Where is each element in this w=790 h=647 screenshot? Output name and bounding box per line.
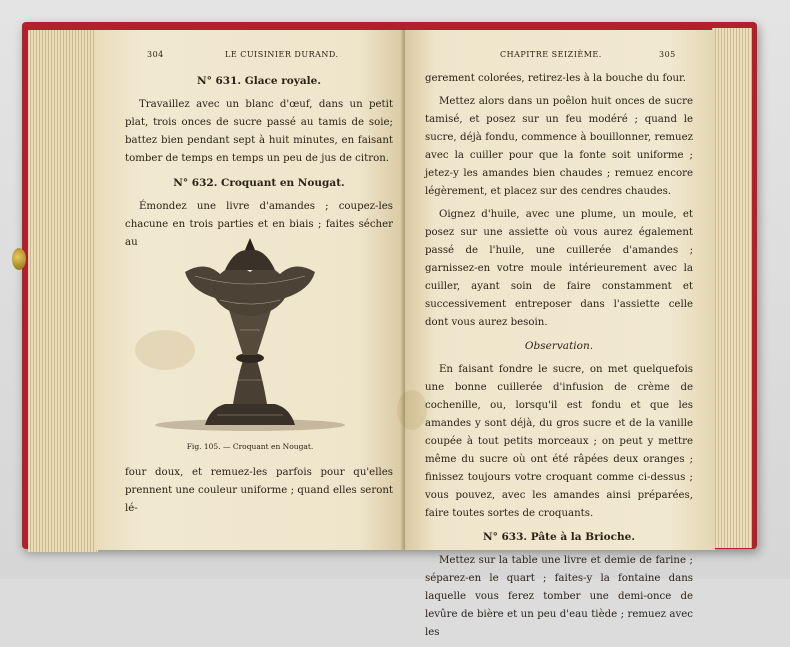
right-text-block xyxy=(425,70,693,647)
right-para-1: gerement colorées, retirez-les à la bouche du four. xyxy=(425,73,687,84)
right-running-head: CHAPITRE SEIZIÈME. xyxy=(500,50,602,59)
recipe-631-text: Travaillez avec un blanc d'œuf, dans un petit plat, trois onces de sucre passé au tamis de soie; battez bien pendant sept à huit minutes, en faisant tomber de temps en temps un peu de jus de citron. xyxy=(125,99,393,164)
left-running-head: LE CUISINIER DURAND. xyxy=(225,50,339,59)
recipe-633-text: Mettez sur la table une livre et demie de farine ; séparez-en le quart ; faites-y la fontaine dans laquelle vous ferez tomber une demi-once de levûre de bière et un peu d'eau tiède ; remuez avec les xyxy=(425,555,693,638)
recipe-632-text: Émondez une livre d'amandes ; coupez-les chacune en trois parties et en biais ; faites sécher au xyxy=(125,201,393,248)
observation-title: Observation. xyxy=(524,340,594,352)
left-page xyxy=(95,30,405,550)
paper-stain xyxy=(397,390,427,430)
left-text-block xyxy=(125,70,393,257)
page-edges-left xyxy=(28,30,98,552)
right-page xyxy=(405,30,715,638)
left-continuation-block xyxy=(125,464,393,523)
book-clasp xyxy=(12,248,26,270)
paper-stain xyxy=(135,330,195,370)
left-continuation-text: four doux, et remuez-les parfois pour qu'elles prennent une couleur uniforme ; quand elles seront lé- xyxy=(125,467,393,514)
recipe-631-title: N° 631. Glace royale. xyxy=(197,75,321,87)
figure-caption: Fig. 105. — Croquant en Nougat. xyxy=(186,442,314,451)
right-page-number: 305 xyxy=(659,50,676,59)
observation-text: En faisant fondre le sucre, on met quelquefois une bonne cuillerée d'infusion de crème de cochenille, ou, lorsqu'il est fondu et que les amandes y sont déjà, du gros sucre et de la vanille coupée à tout petits morceaux ; on peut y mettre même du sucre où ont été râpées deux oranges ; finissez toujours votre croquant comme ci-dessus ; vous pouvez, avec les amandes ainsi préparées, faire toutes sortes de croquants. xyxy=(425,364,693,519)
recipe-633-title: N° 633. Pâte à la Brioche. xyxy=(482,531,635,543)
page-edges-right xyxy=(712,28,752,548)
left-page-number: 304 xyxy=(147,50,164,59)
right-para-3: Oignez d'huile, avec une plume, un moule, et posez sur une assiette où vous aurez également passé de l'huile, une cuillerée d'amandes ; garnissez-en votre moule intérieurement avec la cuiller, ayant soin de faire constamment et successivement entreposer dans l'assiette celle dont vous aurez besoin. xyxy=(425,209,693,328)
recipe-632-title: N° 632. Croquant en Nougat. xyxy=(173,177,345,189)
right-para-2: Mettez alors dans un poêlon huit onces de sucre tamisé, et posez sur un feu modéré ; quand le sucre, déjà fondu, commence à bouillonner, remuez avec la cuiller pour que la fonte soit uniforme ; jetez-y les amandes bien chaudes ; remuez encore légèrement, et placez sur des cendres chaudes. xyxy=(425,96,693,197)
